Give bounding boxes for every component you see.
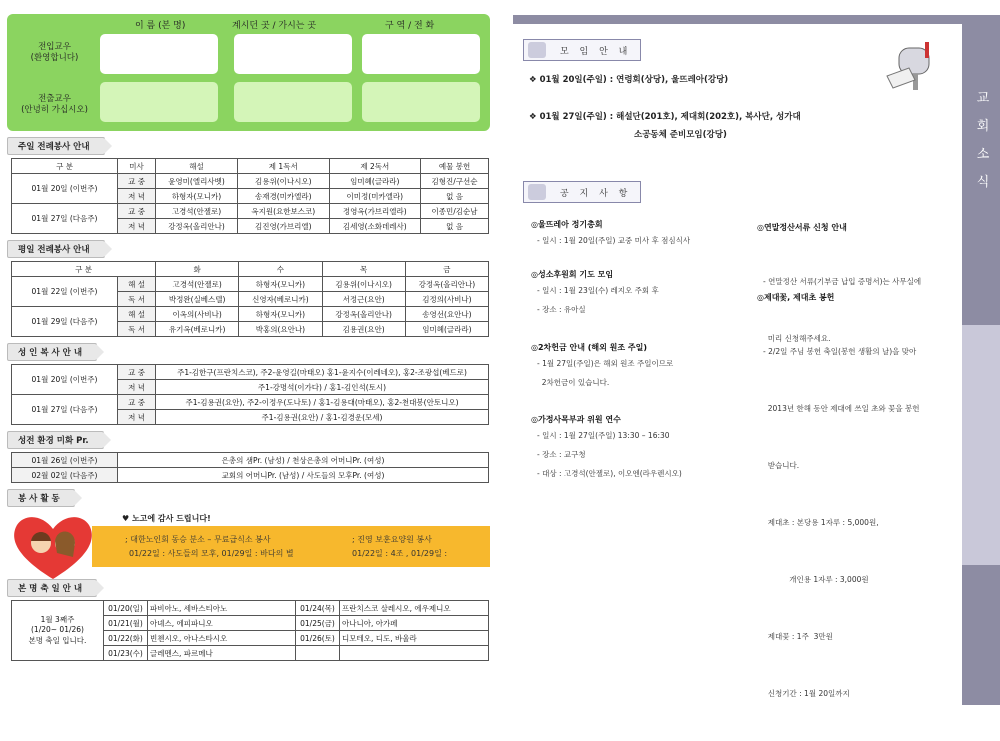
cell: 김형진/구선순 xyxy=(421,174,489,189)
cell xyxy=(296,646,340,661)
cell: 01월 27일 (다음주) xyxy=(12,395,118,425)
cell: 01월 20일 (이번주) xyxy=(12,174,118,204)
notice-line: 제대초 : 본당용 1자루 : 5,000원, xyxy=(763,518,879,527)
cell: 없 음 xyxy=(421,189,489,204)
cell: 유기옥(베로니카) xyxy=(156,322,239,337)
notice-title-4: ◎가정사목부과 위원 연수 xyxy=(531,415,621,424)
table-row xyxy=(12,277,489,292)
service-banner xyxy=(7,513,490,573)
cell: 독 서 xyxy=(118,322,156,337)
notice-line: 2차헌금이 있습니다. xyxy=(537,378,610,387)
notice-line: 제대꽃 : 1주 3만원 xyxy=(763,632,833,641)
th: 미사 xyxy=(118,159,156,174)
cell: 1월 3째주 (1/20~ 01/26) 본명 축일 입니다. xyxy=(12,601,104,661)
th: 해설 xyxy=(156,159,238,174)
th: 예물 봉헌 xyxy=(421,159,489,174)
notice-line: - 연말정산 서류(기부금 납입 증명서)는 사무실에 xyxy=(763,277,922,286)
side-char: 식 xyxy=(976,175,990,190)
notice-title-1: ◎울뜨레아 정기총회 xyxy=(531,220,603,229)
meeting-header xyxy=(523,39,641,61)
cell: 01/20(일) xyxy=(104,601,148,616)
th: 제 1독서 xyxy=(237,159,329,174)
table-row xyxy=(12,365,489,380)
notice-line: 미리 신청해주세요. xyxy=(763,334,831,343)
cell: 01월 27일 (다음주) xyxy=(12,204,118,234)
th: 구 분 xyxy=(12,262,156,277)
cell: 김용위(이나시오) xyxy=(322,277,405,292)
cell: 01월 26일 (이번주) xyxy=(12,453,118,468)
cell: 해 설 xyxy=(118,277,156,292)
cell: 저 녁 xyxy=(118,410,156,425)
move-in-zone-box[interactable] xyxy=(362,34,480,74)
cell: 01/26(토) xyxy=(296,631,340,646)
cell: 01/21(월) xyxy=(104,616,148,631)
cell: 아나니아, 아가페 xyxy=(340,616,489,631)
cell: 김진영(가브리엘) xyxy=(237,219,329,234)
cell: 01월 29일 (다음주) xyxy=(12,307,118,337)
table-row xyxy=(12,395,489,410)
service-line1b: ; 진영 보훈요양원 봉사 xyxy=(352,535,432,544)
cell: 송영선(요안나) xyxy=(405,307,488,322)
move-out-place-box[interactable] xyxy=(234,82,352,122)
cell: 임미혜(글라라) xyxy=(405,322,488,337)
side-char: 회 xyxy=(976,119,990,134)
cell: 강정옥(올리안나) xyxy=(322,307,405,322)
side-char: 교 xyxy=(976,91,990,106)
person-icon xyxy=(528,184,546,200)
cell: 01/24(목) xyxy=(296,601,340,616)
cell: 저 녁 xyxy=(118,380,156,395)
th: 수 xyxy=(239,262,322,277)
content-panel xyxy=(513,24,962,706)
notice-title-5: ◎연말정산서류 신청 안내 xyxy=(757,223,847,232)
notice-body-4 xyxy=(537,426,682,483)
notice-line: - 1월 27일(주일)은 해외 원조 주일이므로 xyxy=(537,359,674,368)
sunday-title: 주일 전례봉사 안내 xyxy=(7,137,105,155)
left-page xyxy=(7,14,490,661)
notice-line: - 대상 : 고경석(안젤로), 이오엔(라우렌시오) xyxy=(537,469,682,478)
service-line1: ; 대한노인회 동승 분소 – 무료급식소 봉사 xyxy=(125,535,271,544)
cell: 02월 02일 (다음주) xyxy=(12,468,118,483)
notice-line: - 2/2일 주님 봉헌 축일(봉헌 생활의 날)을 맞아 xyxy=(763,347,917,356)
cleaning-table xyxy=(11,452,489,483)
side-char: 소 xyxy=(976,147,990,162)
cell: 디모테오, 디도, 바울라 xyxy=(340,631,489,646)
cell: 프란치스코 살레시오, 에우제니오 xyxy=(340,601,489,616)
move-out-zone-box[interactable] xyxy=(362,82,480,122)
cell: 01월 22일 (이번주) xyxy=(12,277,118,307)
notice-line: 신청기간 : 1월 20일까지 xyxy=(763,689,850,698)
table-row xyxy=(12,453,489,468)
move-in-place-box[interactable] xyxy=(234,34,352,74)
cell: 교회의 어머니Pr. (남성) / 사도들의 모후Pr. (여성) xyxy=(118,468,489,483)
notice-line: - 일시 : 1월 20일(주일) 교중 미사 후 점심식사 xyxy=(537,236,691,245)
table-row xyxy=(12,204,489,219)
heart-family-icon xyxy=(7,513,99,583)
notice-line: 개인용 1자루 : 3,000원 xyxy=(763,575,869,584)
right-page xyxy=(513,15,1000,705)
cell: 교 중 xyxy=(118,365,156,380)
service-title: 봉 사 활 동 xyxy=(7,489,75,507)
cell: 주1-강명석(이가다) / 홍1-김인석(토시) xyxy=(156,380,489,395)
th: 금 xyxy=(405,262,488,277)
cell: 빈첸시오, 아나스타시오 xyxy=(148,631,296,646)
notice-line: - 일시 : 1월 23일(수) 레지오 주회 후 xyxy=(537,286,659,295)
cell: 은총의 샘Pr. (남성) / 천상은총의 어머니Pr. (여성) xyxy=(118,453,489,468)
top-bar xyxy=(513,15,1000,24)
cell: 옥지원(요한보스코) xyxy=(237,204,329,219)
service-bar xyxy=(92,526,490,567)
cell: 교 중 xyxy=(118,395,156,410)
cell: 독 서 xyxy=(118,292,156,307)
cell: 교 중 xyxy=(118,204,156,219)
move-out-name-box[interactable] xyxy=(100,82,218,122)
side-title xyxy=(973,85,993,197)
sunday-table xyxy=(11,158,489,234)
cell: 해 설 xyxy=(118,307,156,322)
cell: 하형자(모니카) xyxy=(239,307,322,322)
table-row xyxy=(12,468,489,483)
notice-line: - 장소 : 유아실 xyxy=(537,305,586,314)
cell: 없 음 xyxy=(421,219,489,234)
cell: 교 중 xyxy=(118,174,156,189)
cell: 아녜스, 에피파니오 xyxy=(148,616,296,631)
cell: 01/22(화) xyxy=(104,631,148,646)
meeting-line2: ❖ 01월 27일(주일) : 해설단(201호), 제대회(202호), 복사단, 성가대 xyxy=(529,112,801,122)
side-bar-light xyxy=(962,325,1000,565)
cell: 김세영(소화데레사) xyxy=(329,219,421,234)
cell: 파비아노, 세바스티아노 xyxy=(148,601,296,616)
welcome-panel xyxy=(7,14,490,131)
cell: 윤영미(엘리사벳) xyxy=(156,174,238,189)
th: 구 분 xyxy=(12,159,118,174)
cell: 임미혜(글라라) xyxy=(329,174,421,189)
cleaning-title: 성전 환경 미화 Pr. xyxy=(7,431,104,449)
feast-title: 본 명 축 일 안 내 xyxy=(7,579,97,597)
cell: 이종민/김순남 xyxy=(421,204,489,219)
cell: 서정근(요안) xyxy=(322,292,405,307)
notice-header xyxy=(523,181,641,203)
table-row xyxy=(12,307,489,322)
table-row xyxy=(12,601,489,616)
feast-table xyxy=(11,600,489,661)
move-in-name-box[interactable] xyxy=(100,34,218,74)
thanks-text: ♥ 노고에 감사 드립니다! xyxy=(122,514,211,523)
service-line2: 01/22일 : 사도들의 모후, 01/29일 : 바다의 별 xyxy=(129,549,294,558)
cell: 글레멘스, 파르메나 xyxy=(148,646,296,661)
cell: 01월 20일 (이번주) xyxy=(12,365,118,395)
meeting-line1: ❖ 01월 20일(주일) : 연령회(상당), 울뜨레아(강당) xyxy=(529,75,729,85)
cell: 정영옥(가브리엘라) xyxy=(329,204,421,219)
weekday-table xyxy=(11,261,489,337)
notice-line: 2013년 한해 동안 제대에 쓰일 초와 꽃을 봉헌 xyxy=(763,404,920,413)
notice-body-3 xyxy=(537,354,673,392)
header-zone: 구 역 / 전 화 xyxy=(385,21,435,31)
service-line2b: 01/22일 : 4조 , 01/29일 : xyxy=(352,549,448,558)
cell: 고경석(안젤로) xyxy=(156,277,239,292)
altar-title: 성 인 복 사 안 내 xyxy=(7,343,97,361)
cell: 주1-김용권(요안) / 홍1-김경운(모세) xyxy=(156,410,489,425)
cell: 신영자(베로니카) xyxy=(239,292,322,307)
table-row xyxy=(12,174,489,189)
cell: 강정옥(올리안나) xyxy=(156,219,238,234)
person-icon xyxy=(528,42,546,58)
notice-line: - 장소 : 교구청 xyxy=(537,450,586,459)
cell: 이미정(미카엘라) xyxy=(329,189,421,204)
cell: 저 녁 xyxy=(118,189,156,204)
cell: 주1-김용권(요안), 주2-이정우(도나토) / 홍1-김용대(마태오), 홍2-천대봉(안토니오) xyxy=(156,395,489,410)
notice-body-1 xyxy=(537,231,690,250)
cell: 고경석(안젤로) xyxy=(156,204,238,219)
header-name: 이 름 (본 명) xyxy=(135,21,186,31)
cell: 01/23(수) xyxy=(104,646,148,661)
cell: 박정완(실베스텔) xyxy=(156,292,239,307)
cell: 저 녁 xyxy=(118,219,156,234)
notice-title: 공 지 사 항 xyxy=(560,188,632,199)
notice-body-2 xyxy=(537,281,659,319)
notice-title-2: ◎성소후원회 기도 모임 xyxy=(531,270,614,279)
header-place: 계시던 곳 / 가시는 곳 xyxy=(232,21,317,31)
move-in-label: 전입교우 (환영합니다) xyxy=(30,42,79,64)
cell: 하형자(모니카) xyxy=(156,189,238,204)
mailbox-icon xyxy=(885,36,947,92)
cell: 하형자(모니카) xyxy=(239,277,322,292)
cell: 01/25(금) xyxy=(296,616,340,631)
move-out-label: 전출교우 (안녕히 가십시오) xyxy=(21,94,88,116)
th: 제 2독서 xyxy=(329,159,421,174)
notice-line: 받습니다. xyxy=(763,461,800,470)
cell: 김정의(사비나) xyxy=(405,292,488,307)
cell: 김용위(이나시오) xyxy=(237,174,329,189)
notice-line: - 일시 : 1월 27일(주일) 13:30 – 16:30 xyxy=(537,431,670,440)
notice-title-6: ◎제대꽃, 제대초 봉헌 xyxy=(757,293,835,302)
weekday-title: 평일 전례봉사 안내 xyxy=(7,240,105,258)
notice-title-3: ◎2차헌금 안내 (해외 원조 주일) xyxy=(531,343,648,352)
cell: 김용권(요안) xyxy=(322,322,405,337)
notice-body-6 xyxy=(763,304,919,741)
cell: 이옥의(사비나) xyxy=(156,307,239,322)
altar-table xyxy=(11,364,489,425)
th: 화 xyxy=(156,262,239,277)
cell xyxy=(340,646,489,661)
cell: 송재경(미카엘라) xyxy=(237,189,329,204)
cell: 박홍의(요안나) xyxy=(239,322,322,337)
th: 목 xyxy=(322,262,405,277)
cell: 강정옥(올리안나) xyxy=(405,277,488,292)
meeting-line3: 소공동체 준비모임(강당) xyxy=(634,130,727,140)
meeting-title: 모 임 안 내 xyxy=(560,46,632,57)
cell: 주1-김한구(프란치스코), 주2-윤영길(마태오) 홍1-윤지수(이레네오), 홍2-조광섭(베드로) xyxy=(156,365,489,380)
